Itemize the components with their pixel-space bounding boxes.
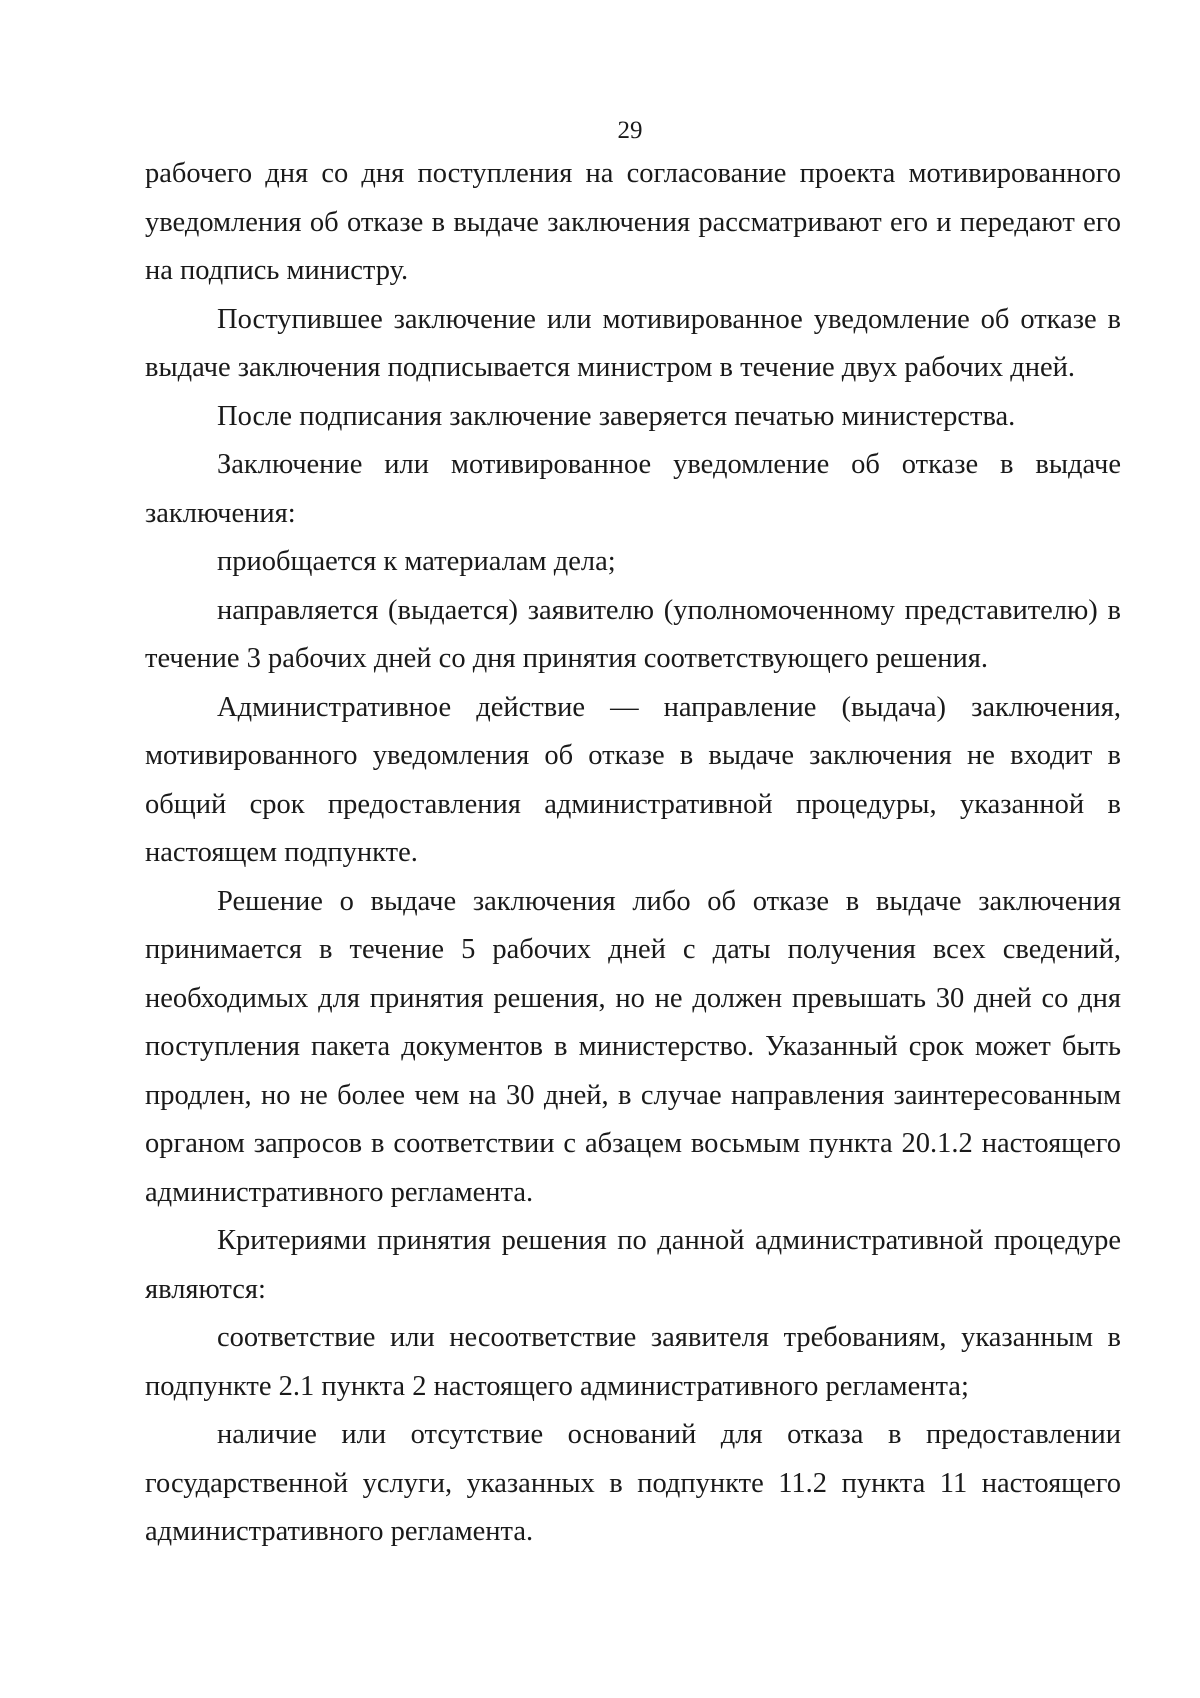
paragraph: Решение о выдаче заключения либо об отказе в выдаче заключения принимается в течение 5 рабочих дней с даты получения всех сведений, необходимых для принятия решения, но не должен превышать 30 дней со дня поступления пакета документов в министерство. Указанный срок может быть продлен, но не более чем на 30 дней, в случае направления заинтересованным органом запросов в соответствии с абзацем восьмым пункта 20.1.2 настоящего административного регламента. — [145, 885, 1121, 1208]
paragraph: Поступившее заключение или мотивированное уведомление об отказе в выдаче заключения подписывается министром в течение двух рабочих дней. — [145, 303, 1121, 383]
paragraph: Административное действие — направление (выдача) заключения, мотивированного уведомления об отказе в выдаче заключения не входит в общий срок предоставления административной процедуры, указанной в настоящем подпункте. — [145, 691, 1121, 868]
list-item: приобщается к материалам дела; — [217, 546, 616, 577]
page-number: 29 — [617, 117, 643, 144]
paragraph: После подписания заключение заверяется печатью министерства. — [217, 400, 1016, 432]
list-item: направляется (выдается) заявителю (уполномоченному представителю) в течение 3 рабочих дней со дня принятия соответствующего решения. — [145, 594, 1121, 674]
paragraph: Критериями принятия решения по данной административной процедуре являются: — [145, 1225, 1121, 1305]
list-item: соответствие или несоответствие заявителя требованиям, указанным в подпункте 2.1 пункта 2 настоящего административного регламента; — [145, 1322, 1121, 1402]
list-item: наличие или отсутствие оснований для отказа в предоставлении государственной услуги, указанных в подпункте 11.2 пункта 11 настоящего административного регламента. — [145, 1419, 1121, 1547]
paragraph: Заключение или мотивированное уведомление об отказе в выдаче заключения: — [145, 449, 1121, 529]
document-body — [145, 150, 1121, 1557]
paragraph-continuation: рабочего дня со дня поступления на согласование проекта мотивированного уведомления об отказе в выдаче заключения рассматривают его и передают его на подпись министру. — [145, 158, 1121, 286]
